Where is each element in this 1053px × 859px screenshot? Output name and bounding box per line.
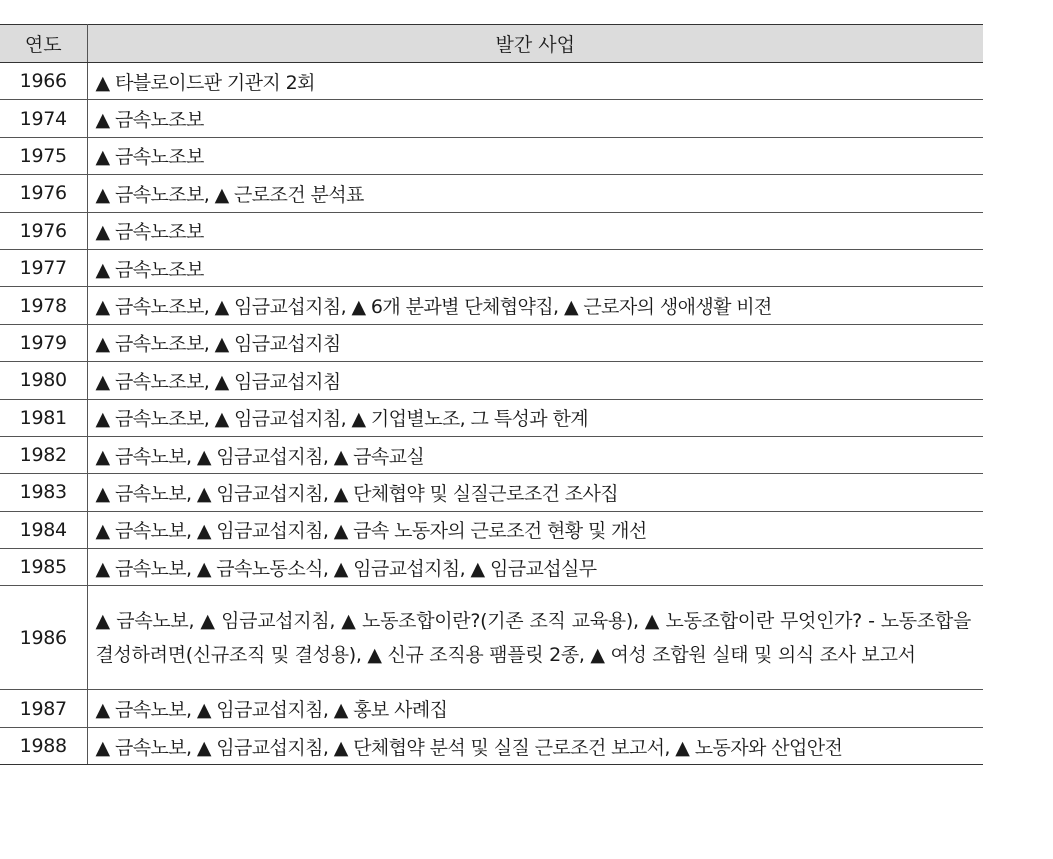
table-row — [0, 175, 983, 212]
row-year: 1976 — [0, 212, 87, 249]
table-row — [0, 399, 983, 436]
row-publications: ▲ 금속노조보 — [87, 100, 983, 137]
row-year: 1976 — [0, 175, 87, 212]
table-row — [0, 100, 983, 137]
table-row — [0, 63, 983, 100]
table-header-row — [0, 25, 983, 63]
table-row — [0, 727, 983, 764]
row-year: 1983 — [0, 474, 87, 511]
row-year: 1987 — [0, 690, 87, 727]
row-publications: ▲ 타블로이드판 기관지 2회 — [87, 63, 983, 100]
row-year: 1988 — [0, 727, 87, 764]
row-publications: ▲ 금속노조보, ▲ 임금교섭지침, ▲ 기업별노조, 그 특성과 한계 — [87, 399, 983, 436]
row-publications: ▲ 금속노조보, ▲ 임금교섭지침 — [87, 324, 983, 361]
row-year: 1981 — [0, 399, 87, 436]
table-row — [0, 690, 983, 727]
table-row — [0, 511, 983, 548]
row-year: 1974 — [0, 100, 87, 137]
table-row — [0, 362, 983, 399]
row-year: 1966 — [0, 63, 87, 100]
row-year: 1984 — [0, 511, 87, 548]
row-year: 1977 — [0, 249, 87, 286]
table-row — [0, 586, 983, 690]
header-year: 연도 — [0, 25, 87, 63]
row-year: 1980 — [0, 362, 87, 399]
row-publications: ▲ 금속노조보, ▲ 임금교섭지침, ▲ 6개 분과별 단체협약집, ▲ 근로자의 생애생활 비젼 — [87, 287, 983, 324]
row-year: 1975 — [0, 137, 87, 174]
row-year: 1982 — [0, 436, 87, 473]
table-row — [0, 324, 983, 361]
row-publications: ▲ 금속노조보 — [87, 137, 983, 174]
table-row — [0, 287, 983, 324]
publication-history-table — [0, 24, 983, 765]
row-publications: ▲ 금속노보, ▲ 금속노동소식, ▲ 임금교섭지침, ▲ 임금교섭실무 — [87, 549, 983, 586]
row-publications: ▲ 금속노조보, ▲ 근로조건 분석표 — [87, 175, 983, 212]
row-publications: ▲ 금속노보, ▲ 임금교섭지침, ▲ 금속교실 — [87, 436, 983, 473]
table-row — [0, 212, 983, 249]
table-row — [0, 549, 983, 586]
row-publications: ▲ 금속노조보, ▲ 임금교섭지침 — [87, 362, 983, 399]
row-publications: ▲ 금속노보, ▲ 임금교섭지침, ▲ 단체협약 및 실질근로조건 조사집 — [87, 474, 983, 511]
row-year: 1979 — [0, 324, 87, 361]
row-year: 1985 — [0, 549, 87, 586]
row-publications: ▲ 금속노보, ▲ 임금교섭지침, ▲ 노동조합이란?(기존 조직 교육용), ▲ 노동조합이란 무엇인가? - 노동조합을 결성하려면(신규조직 및 결성용), ▲ 신규 조직용 팸플릿 2종, ▲ 여성 조합원 실태 및 의식 조사 보고서 — [87, 586, 983, 690]
row-publications: ▲ 금속노보, ▲ 임금교섭지침, ▲ 홍보 사례집 — [87, 690, 983, 727]
row-publications: ▲ 금속노보, ▲ 임금교섭지침, ▲ 단체협약 분석 및 실질 근로조건 보고서, ▲ 노동자와 산업안전 — [87, 727, 983, 764]
row-publications: ▲ 금속노보, ▲ 임금교섭지침, ▲ 금속 노동자의 근로조건 현황 및 개선 — [87, 511, 983, 548]
table-row — [0, 436, 983, 473]
row-year: 1986 — [0, 586, 87, 690]
row-publications: ▲ 금속노조보 — [87, 249, 983, 286]
table-row — [0, 474, 983, 511]
row-year: 1978 — [0, 287, 87, 324]
table-row — [0, 137, 983, 174]
header-publication: 발간 사업 — [87, 25, 983, 63]
table-row — [0, 249, 983, 286]
row-publications: ▲ 금속노조보 — [87, 212, 983, 249]
